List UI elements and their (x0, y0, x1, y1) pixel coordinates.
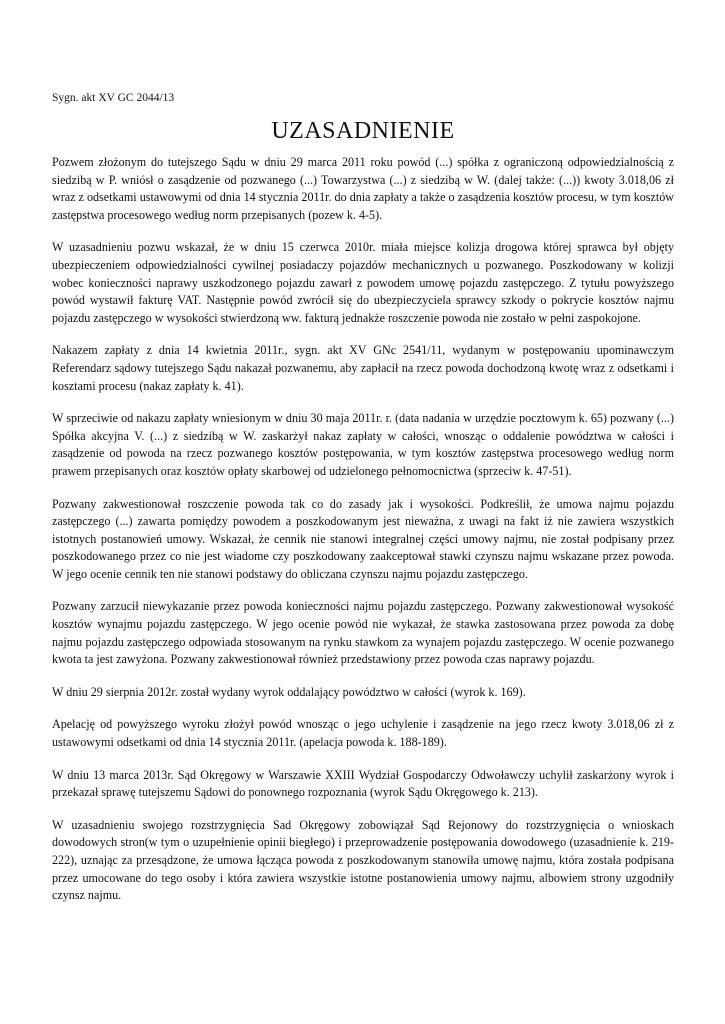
case-number: Sygn. akt XV GC 2044/13 (52, 92, 175, 104)
paragraph-5: Pozwany zakwestionował roszczenie powoda tak co do zasady jak i wysokości. Podkreślił, że umowa najmu pojazdu zastępczego (...) zawarta pomiędzy powodem a poszkodowanym jest nieważna, z uwagi na fakt iż nie zawiera wszystkich istotnych postanowień umowy. Wskazał, że cennik nie stanowi integralnej części umowy najmu, nie został podpisany przez poszkodowanego przez co nie jest wiadome czy poszkodowany zaakceptował stawki czynszu najmu wskazane przez powoda. W jego ocenie cennik ten nie stanowi podstawy do obliczana czynszu najmu pojazdu zastępczego. (52, 496, 674, 581)
paragraph-8: Apelację od powyższego wyroku złożył powód wnosząc o jego uchylenie i zasądzenie na jego rzecz kwoty 3.018,06 zł z ustawowymi odsetkami od dnia 14 stycznia 2011r. (apelacja powoda k. 188-189). (52, 717, 674, 750)
paragraph-1: Pozwem złożonym do tutejszego Sądu w dniu 29 marca 2011 roku powód (...) spółka z ograniczoną odpowiedzialnością z siedzibą w P. wniósł o zasądzenie od pozwanego (...) Towarzystwa (...) z siedzibą w W. (dalej także: (...)) kwoty 3.018,06 zł wraz z odsetkami ustawowymi od dnia 14 stycznia 2011r. do dnia zapłaty a także o zasądzenia kosztów procesu, w tym kosztów zastępstwa procesowego według norm przepisanych (pozew k. 4-5). (52, 155, 674, 222)
paragraph-9: W dniu 13 marca 2013r. Sąd Okręgowy w Warszawie XXIII Wydział Gospodarczy Odwoławczy uchylił zaskarżony wyrok i przekazał sprawę tutejszemu Sądowi do ponownego rozpoznania (wyrok Sądu Okręgowego k. 213). (52, 767, 674, 800)
paragraph-6: Pozwany zarzucił niewykazanie przez powoda konieczności najmu pojazdu zastępczego. Pozwany zakwestionował wysokość kosztów wynajmu pojazdu zastępczego. W jego ocenie powód nie wykazał, że stawka zastosowana przez powoda za dobę najmu pojazdu zastępczego odpowiada stosowanym na rynku stawkom za wynajem pojazdu zastępczego. W ocenie pozwanego kwota ta jest zawyżona. Pozwany zakwestionował również przedstawiony przez powoda czas naprawy pojazdu. (52, 599, 674, 667)
paragraph-10: W uzasadnieniu swojego rozstrzygnięcia Sad Okręgowy zobowiązał Sąd Rejonowy do rozstrzygnięcia o wnioskach dowodowych stron(w tym o uzupełnienie opinii biegłego) i przeprowadzenie postępowania dowodowego (uzasadnienie k. 219-222), uznając za przesądzone, że umowa łącząca powoda z poszkodowanym stanowiła umowę najmu, która została podpisana przez umocowane do tego osoby i która zawiera wszystkie istotne postanowienia umowy najmu, albowiem strony uzgodniły czynsz najmu. (52, 817, 674, 903)
paragraph-7: W dniu 29 sierpnia 2012r. został wydany wyrok oddalający powództwo w całości (wyrok k. 169). (52, 684, 526, 699)
paragraph-4: W sprzeciwie od nakazu zapłaty wniesionym w dniu 30 maja 2011r. r. (data nadania w urzędzie pocztowym k. 65) pozwany (...) Spółka akcyjna V. (...) z siedzibą w W. zaskarżył nakaz zapłaty w całości, wnosząc o oddalenie powództwa w całości i zasądzenie od powoda na rzecz pozwanego kosztów postępowania, w tym kosztów zastępstwa procesowego według norm prawem przepisanych oraz kosztów opłaty skarbowej od udzielonego pełnomocnictwa (sprzeciw k. 47-51). (52, 411, 674, 478)
paragraph-3: Nakazem zapłaty z dnia 14 kwietnia 2011r., sygn. akt XV GNc 2541/11, wydanym w postępowaniu upominawczym Referendarz sądowy tutejszego Sądu nakazał pozwanemu, aby zapłacił na rzecz powoda dochodzoną kwotę wraz z odsetkami i kosztami procesu (nakaz zapłaty k. 41). (52, 343, 674, 393)
document-page (52, 90, 674, 920)
page-title: UZASADNIENIE (271, 118, 455, 144)
paragraph-2: W uzasadnieniu pozwu wskazał, że w dniu 15 czerwca 2010r. miała miejsce kolizja drogowa której sprawca był objęty ubezpieczeniem odpowiedzialności cywilnej posiadaczy pojazdów mechanicznych u pozwanego. Poszkodowany w kolizji wobec konieczności naprawy uszkodzonego pojazdu zawarł z powodem umowę pojazdu zastępczego. Z tytułu powyższego powód wystawił fakturę VAT. Następnie powód zwrócił się do ubezpieczyciela sprawcy szkody o pokrycie kosztów najmu pojazdu zastępczego w wysokości stwierdzoną ww. fakturą jednakże roszczenie powoda nie zostało w pełni zaspokojone. (52, 240, 674, 325)
